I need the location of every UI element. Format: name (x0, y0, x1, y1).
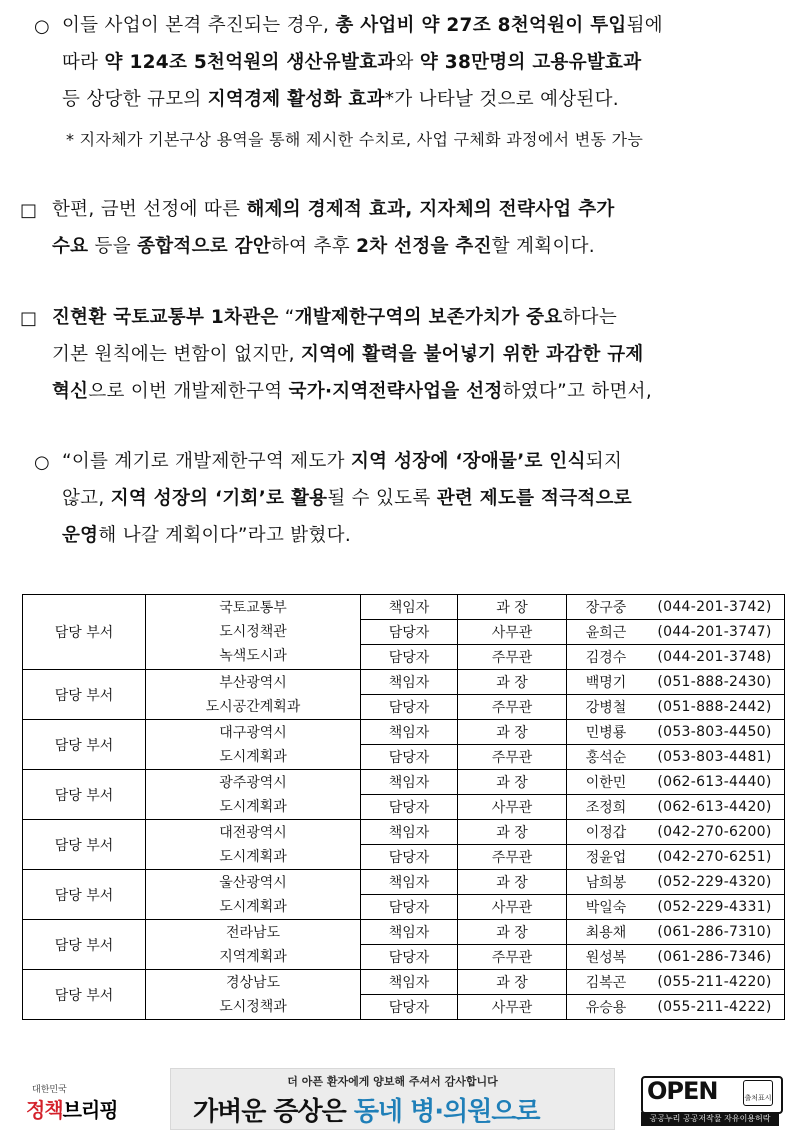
contact-role: 담당자 (361, 945, 458, 970)
p4-line-1: “이를 계기로 개발제한구역 제도가 지역 성장에 ‘장애물’로 인식되지 (62, 451, 623, 472)
contact-role: 책임자 (361, 770, 458, 795)
contact-name: 남희봉 (567, 870, 646, 895)
contact-title: 과 장 (458, 770, 567, 795)
contact-title: 과 장 (458, 920, 567, 945)
dept-org-line: 도시정책과 (219, 998, 287, 1015)
dept-org (146, 870, 361, 920)
dept-label: 담당 부서 (23, 920, 146, 970)
contact-phone: (042-270-6251) (645, 845, 785, 870)
contact-row (23, 595, 785, 620)
p4-line-3: 운영해 나갈 계획이다”라고 밝혔다. (62, 525, 352, 546)
contact-name: 강병철 (567, 695, 646, 720)
p1-footnote: * 지자체가 기본구상 용역을 통해 제시한 수치로, 사업 구체화 과정에서 변동 가능 (66, 130, 644, 149)
dept-org-line: 경상남도 (225, 974, 281, 991)
p4-line-2: 않고, 지역 성장의 ‘기회’로 활용될 수 있도록 관련 제도를 적극적으로 (62, 488, 632, 509)
contact-name: 박일숙 (567, 895, 646, 920)
square-bullet-icon: □ (20, 200, 38, 221)
contact-title: 과 장 (458, 595, 567, 620)
contact-row (23, 970, 785, 995)
contact-title: 주무관 (458, 845, 567, 870)
contact-role: 책임자 (361, 720, 458, 745)
contact-phone: (055-211-4222) (645, 995, 785, 1020)
contact-title: 과 장 (458, 720, 567, 745)
contact-name: 최용채 (567, 920, 646, 945)
dept-org-line: 울산광역시 (219, 874, 287, 891)
contact-row (23, 720, 785, 745)
contact-phone: (055-211-4220) (645, 970, 785, 995)
dept-org (146, 770, 361, 820)
contact-phone: (044-201-3742) (645, 595, 785, 620)
contact-table-body (23, 595, 785, 1020)
contact-name: 원성복 (567, 945, 646, 970)
contact-name: 백명기 (567, 670, 646, 695)
dept-label: 담당 부서 (23, 870, 146, 920)
contact-role: 담당자 (361, 620, 458, 645)
dept-org-line: 전라남도 (225, 924, 281, 941)
contact-name: 홍석순 (567, 745, 646, 770)
dept-label: 담당 부서 (23, 595, 146, 670)
policy-briefing-logo[interactable]: 대한민국 정책브리핑 (26, 1085, 118, 1122)
contact-title: 과 장 (458, 820, 567, 845)
contact-role: 담당자 (361, 795, 458, 820)
contact-phone: (053-803-4481) (645, 745, 785, 770)
contact-title: 과 장 (458, 970, 567, 995)
contact-phone: (053-803-4450) (645, 720, 785, 745)
contact-name: 장구중 (567, 595, 646, 620)
p3-line-1: 진현환 국토교통부 1차관은 “개발제한구역의 보존가치가 중요하다는 (52, 307, 618, 328)
contact-name: 이한민 (567, 770, 646, 795)
dept-org-line: 대구광역시 (219, 724, 287, 741)
attribution-icon: 출처표시 (743, 1080, 773, 1106)
contact-row (23, 670, 785, 695)
contact-phone: (042-270-6200) (645, 820, 785, 845)
contact-name: 정윤업 (567, 845, 646, 870)
contact-name: 조정희 (567, 795, 646, 820)
dept-org-line: 대전광역시 (219, 824, 287, 841)
contact-role: 책임자 (361, 970, 458, 995)
contact-title: 과 장 (458, 870, 567, 895)
contact-phone: (044-201-3748) (645, 645, 785, 670)
contact-phone: (062-613-4440) (645, 770, 785, 795)
dept-org-line: 도시정책관 (219, 624, 287, 640)
contact-name: 민병룡 (567, 720, 646, 745)
dept-org (146, 970, 361, 1020)
dept-org (146, 670, 361, 720)
contact-row (23, 770, 785, 795)
contact-phone: (052-229-4320) (645, 870, 785, 895)
dept-org (146, 920, 361, 970)
contact-role: 담당자 (361, 995, 458, 1020)
contact-name: 이정갑 (567, 820, 646, 845)
contact-role: 담당자 (361, 645, 458, 670)
contact-role: 담당자 (361, 745, 458, 770)
contact-title: 사무관 (458, 895, 567, 920)
contact-title: 사무관 (458, 795, 567, 820)
contact-name: 김복곤 (567, 970, 646, 995)
dept-label: 담당 부서 (23, 770, 146, 820)
contact-name: 유승용 (567, 995, 646, 1020)
dept-org-line: 국토교통부 (219, 600, 287, 616)
dept-org-line: 녹색도시과 (219, 648, 287, 664)
contact-title: 주무관 (458, 745, 567, 770)
contact-title: 주무관 (458, 945, 567, 970)
contact-role: 담당자 (361, 845, 458, 870)
dept-org (146, 595, 361, 670)
kogl-open-license-badge[interactable]: OPEN 출처표시 공공누리 공공저작물 자유이용허락 (641, 1076, 779, 1124)
p2-line-2: 수요 등을 종합적으로 감안하여 추후 2차 선정을 추진할 계획이다. (52, 236, 595, 257)
p1-line-1: 이들 사업이 본격 추진되는 경우, 총 사업비 약 27조 8천억원이 투입됨에 (62, 15, 663, 36)
contact-phone: (061-286-7346) (645, 945, 785, 970)
contact-role: 담당자 (361, 695, 458, 720)
dept-org (146, 720, 361, 770)
contact-title: 사무관 (458, 620, 567, 645)
contact-row (23, 820, 785, 845)
contact-phone: (052-229-4331) (645, 895, 785, 920)
circle-bullet-icon: ○ (34, 16, 50, 37)
contact-name: 윤희근 (567, 620, 646, 645)
dept-org-line: 도시계획과 (219, 798, 287, 815)
contact-role: 책임자 (361, 870, 458, 895)
dept-label: 담당 부서 (23, 820, 146, 870)
dept-label: 담당 부서 (23, 970, 146, 1020)
p1-line-2: 따라 약 124조 5천억원의 생산유발효과와 약 38만명의 고용유발효과 (62, 52, 642, 73)
contact-role: 책임자 (361, 820, 458, 845)
dept-org-line: 도시계획과 (219, 748, 287, 765)
contact-phone: (061-286-7310) (645, 920, 785, 945)
contact-phone: (044-201-3747) (645, 620, 785, 645)
contact-title: 주무관 (458, 645, 567, 670)
contact-phone: (051-888-2430) (645, 670, 785, 695)
footer (0, 1064, 808, 1130)
dept-org-line: 광주광역시 (219, 774, 287, 791)
contact-name: 김경수 (567, 645, 646, 670)
square-bullet-icon: □ (20, 308, 38, 329)
contact-phone: (051-888-2442) (645, 695, 785, 720)
contact-table (22, 594, 785, 1020)
contact-title: 사무관 (458, 995, 567, 1020)
contact-role: 책임자 (361, 920, 458, 945)
contact-role: 책임자 (361, 670, 458, 695)
contact-role: 책임자 (361, 595, 458, 620)
campaign-banner[interactable]: 더 아픈 환자에게 양보해 주셔서 감사합니다 가벼운 증상은 동네 병·의원으로 (170, 1068, 615, 1130)
dept-label: 담당 부서 (23, 670, 146, 720)
p1-line-3: 등 상당한 규모의 지역경제 활성화 효과*가 나타날 것으로 예상된다. (62, 89, 619, 110)
dept-org-line: 부산광역시 (219, 674, 287, 691)
dept-org-line: 도시계획과 (219, 898, 287, 915)
contact-title: 주무관 (458, 695, 567, 720)
circle-bullet-icon: ○ (34, 452, 50, 473)
dept-org-line: 도시공간계획과 (205, 698, 301, 715)
contact-row (23, 920, 785, 945)
p2-line-1: 한편, 금번 선정에 따른 해제의 경제적 효과, 지자체의 전략사업 추가 (52, 199, 615, 220)
dept-org (146, 820, 361, 870)
p3-line-2: 기본 원칙에는 변함이 없지만, 지역에 활력을 불어넣기 위한 과감한 규제 (52, 344, 644, 365)
dept-label: 담당 부서 (23, 720, 146, 770)
contact-title: 과 장 (458, 670, 567, 695)
contact-row (23, 870, 785, 895)
dept-org-line: 도시계획과 (219, 848, 287, 865)
dept-org-line: 지역계획과 (219, 948, 287, 965)
p3-line-3: 혁신으로 이번 개발제한구역 국가·지역전략사업을 선정하였다”고 하면서, (52, 381, 653, 402)
contact-role: 담당자 (361, 895, 458, 920)
contact-phone: (062-613-4420) (645, 795, 785, 820)
